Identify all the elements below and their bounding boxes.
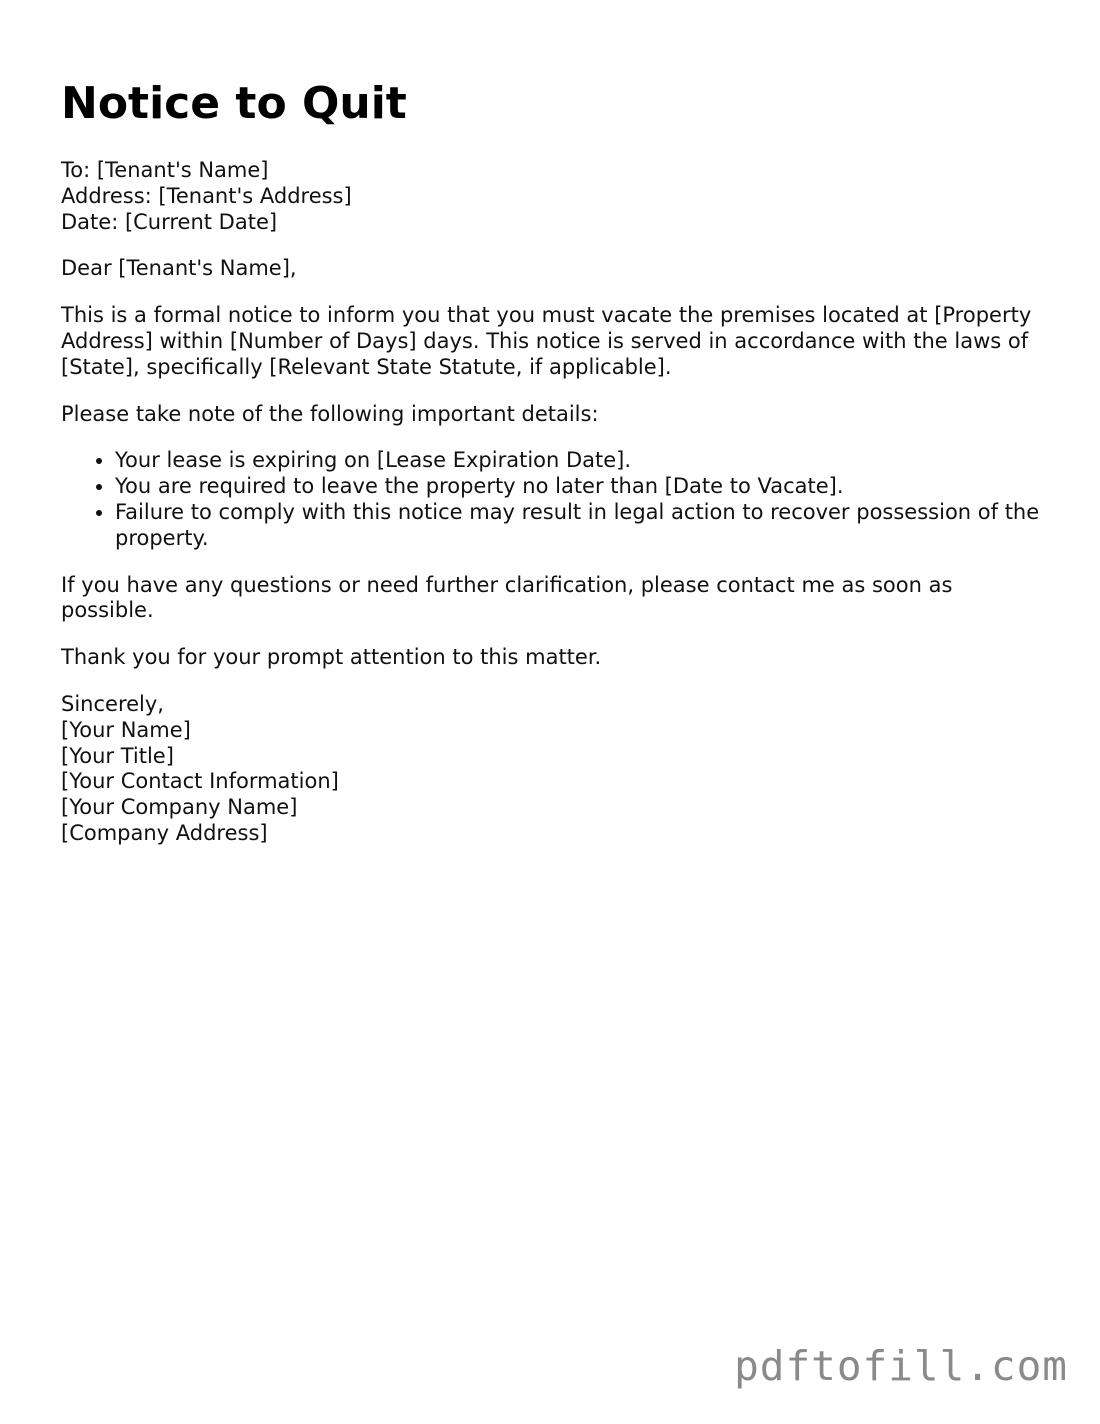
details-intro: Please take note of the following important details:	[61, 401, 599, 426]
signer-name: [Your Name]	[61, 717, 191, 742]
signer-company: [Your Company Name]	[61, 795, 298, 820]
letter-body	[61, 158, 1051, 868]
closing: Sincerely,	[61, 691, 164, 716]
questions-paragraph: If you have any questions or need further clarification, please contact me as soon as possible.	[61, 572, 953, 623]
recipient-block	[61, 158, 1051, 235]
notice-date: Date: [Current Date]	[61, 209, 278, 234]
page-title: Notice to Quit	[61, 78, 407, 129]
recipient-address: Address: [Tenant's Address]	[61, 183, 352, 208]
signer-contact: [Your Contact Information]	[61, 769, 339, 794]
list-item: • You are required to leave the property no later than [Date to Vacate].	[115, 474, 1051, 500]
list-item: • Failure to comply with this notice may result in legal action to recover possession of the property.	[115, 500, 1051, 552]
watermark: pdftofill.com	[734, 1342, 1068, 1390]
signer-title: [Your Title]	[61, 743, 174, 768]
list-item: • Your lease is expiring on [Lease Expiration Date].	[115, 448, 1051, 474]
salutation: Dear [Tenant's Name],	[61, 256, 297, 281]
recipient-to: To: [Tenant's Name]	[61, 158, 269, 182]
thanks-paragraph: Thank you for your prompt attention to this matter.	[61, 645, 602, 670]
company-address: [Company Address]	[61, 820, 268, 845]
notice-paragraph: This is a formal notice to inform you that you must vacate the premises located at [Property Address] within [Number of Days] days. This notice is served in accordance with the laws of [State], specifically [Relevant State Statute, if applicable].	[61, 303, 1032, 379]
signature-block	[61, 692, 1051, 847]
details-list	[61, 448, 1051, 551]
